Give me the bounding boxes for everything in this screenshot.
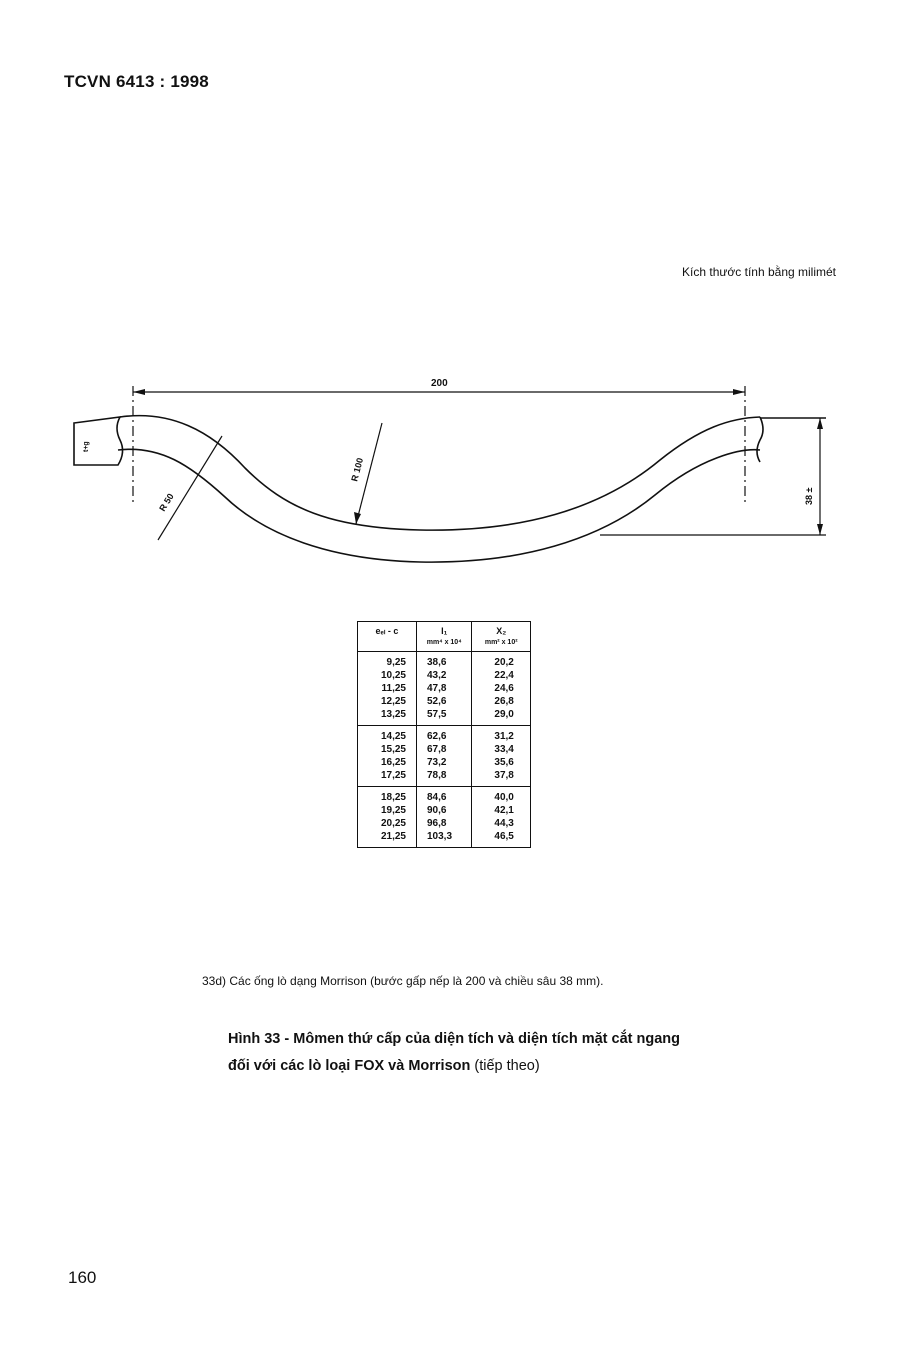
table-header-cell xyxy=(358,622,417,652)
table-cell: 103,3 xyxy=(417,830,472,848)
table-cell: 84,6 xyxy=(417,787,472,805)
morrison-corrugation-drawing xyxy=(0,360,898,580)
table-row xyxy=(358,804,531,817)
pitch-arrow-left xyxy=(133,389,145,395)
table-cell: 62,6 xyxy=(417,726,472,744)
table-row xyxy=(358,726,531,744)
table-row xyxy=(358,708,531,726)
column-unit: mm⁴ x 10⁴ xyxy=(426,639,462,646)
table-row xyxy=(358,756,531,769)
caption-normal-text: (tiếp theo) xyxy=(470,1058,540,1074)
table-cell: 35,6 xyxy=(472,756,531,769)
radius-small-leader xyxy=(158,436,222,540)
table-cell: 46,5 xyxy=(472,830,531,848)
table-cell: 10,25 xyxy=(358,669,417,682)
table-row-group xyxy=(358,787,531,848)
table-cell: 21,25 xyxy=(358,830,417,848)
table-row-group xyxy=(358,726,531,787)
table-cell: 9,25 xyxy=(358,652,417,670)
table-cell: 90,6 xyxy=(417,804,472,817)
column-unit: mm² x 10² xyxy=(484,639,518,646)
table-cell: 15,25 xyxy=(358,743,417,756)
radius-small-label: R 50 xyxy=(157,491,176,514)
table-row xyxy=(358,669,531,682)
table-cell: 40,0 xyxy=(472,787,531,805)
table-cell: 44,3 xyxy=(472,817,531,830)
table-cell: 26,8 xyxy=(472,695,531,708)
depth-arrow-bottom xyxy=(817,524,823,535)
table-row xyxy=(358,769,531,787)
table-cell: 33,4 xyxy=(472,743,531,756)
corrugation-properties-table xyxy=(357,621,531,848)
depth-arrow-top xyxy=(817,418,823,429)
table-cell: 20,2 xyxy=(472,652,531,670)
table-header-row xyxy=(358,622,531,652)
column-symbol: eₑₗ - c xyxy=(375,626,399,636)
table-cell: 37,8 xyxy=(472,769,531,787)
page-number: 160 xyxy=(68,1268,97,1287)
table-header-cell xyxy=(417,622,472,652)
units-note: Kích thước tính bằng milimét xyxy=(682,265,836,279)
column-symbol: I₁ xyxy=(441,626,448,636)
left-break-line xyxy=(74,417,123,465)
table-cell: 31,2 xyxy=(472,726,531,744)
pitch-arrow-right xyxy=(733,389,745,395)
standard-code: TCVN 6413 : 1998 xyxy=(64,72,209,91)
table-cell: 20,25 xyxy=(358,817,417,830)
table-cell: 42,1 xyxy=(472,804,531,817)
table-row xyxy=(358,817,531,830)
table-cell: 24,6 xyxy=(472,682,531,695)
table-row xyxy=(358,787,531,805)
figure-note: 33d) Các ống lò dạng Morrison (bước gấp nếp là 200 và chiều sâu 38 mm). xyxy=(202,974,604,988)
column-symbol: X₂ xyxy=(496,626,507,636)
table-cell: 12,25 xyxy=(358,695,417,708)
table-cell: 22,4 xyxy=(472,669,531,682)
depth-label: 38 ± xyxy=(804,487,814,505)
table-cell: 47,8 xyxy=(417,682,472,695)
table-cell: 13,25 xyxy=(358,708,417,726)
table-cell: 43,2 xyxy=(417,669,472,682)
table-cell: 38,6 xyxy=(417,652,472,670)
radius-large-label: R 100 xyxy=(349,456,366,483)
radius-large-arrow xyxy=(354,512,361,524)
table-cell: 78,8 xyxy=(417,769,472,787)
table-cell: 29,0 xyxy=(472,708,531,726)
table-cell: 73,2 xyxy=(417,756,472,769)
table-cell: 18,25 xyxy=(358,787,417,805)
table-row xyxy=(358,830,531,848)
thickness-label: t+g xyxy=(83,441,90,452)
table-row xyxy=(358,682,531,695)
pitch-label: 200 xyxy=(431,378,448,389)
table-row xyxy=(358,743,531,756)
table-cell: 96,8 xyxy=(417,817,472,830)
table-cell: 57,5 xyxy=(417,708,472,726)
table-row xyxy=(358,652,531,670)
table-header-cell xyxy=(472,622,531,652)
right-break-line xyxy=(757,417,763,462)
caption-bold-text: Hình 33 - Mômen thứ cấp của diện tích và diện tích mặt cắt ngang đối với các lò loại FOX và Morrison xyxy=(228,1031,681,1074)
table-row-group xyxy=(358,652,531,726)
corrugation-inner-profile xyxy=(118,449,760,562)
corrugation-outer-profile xyxy=(120,416,760,531)
table-cell: 16,25 xyxy=(358,756,417,769)
table-cell: 52,6 xyxy=(417,695,472,708)
figure-caption xyxy=(228,1026,698,1080)
table-cell: 19,25 xyxy=(358,804,417,817)
table-cell: 67,8 xyxy=(417,743,472,756)
table-cell: 11,25 xyxy=(358,682,417,695)
table-cell: 17,25 xyxy=(358,769,417,787)
table-row xyxy=(358,695,531,708)
table-cell: 14,25 xyxy=(358,726,417,744)
